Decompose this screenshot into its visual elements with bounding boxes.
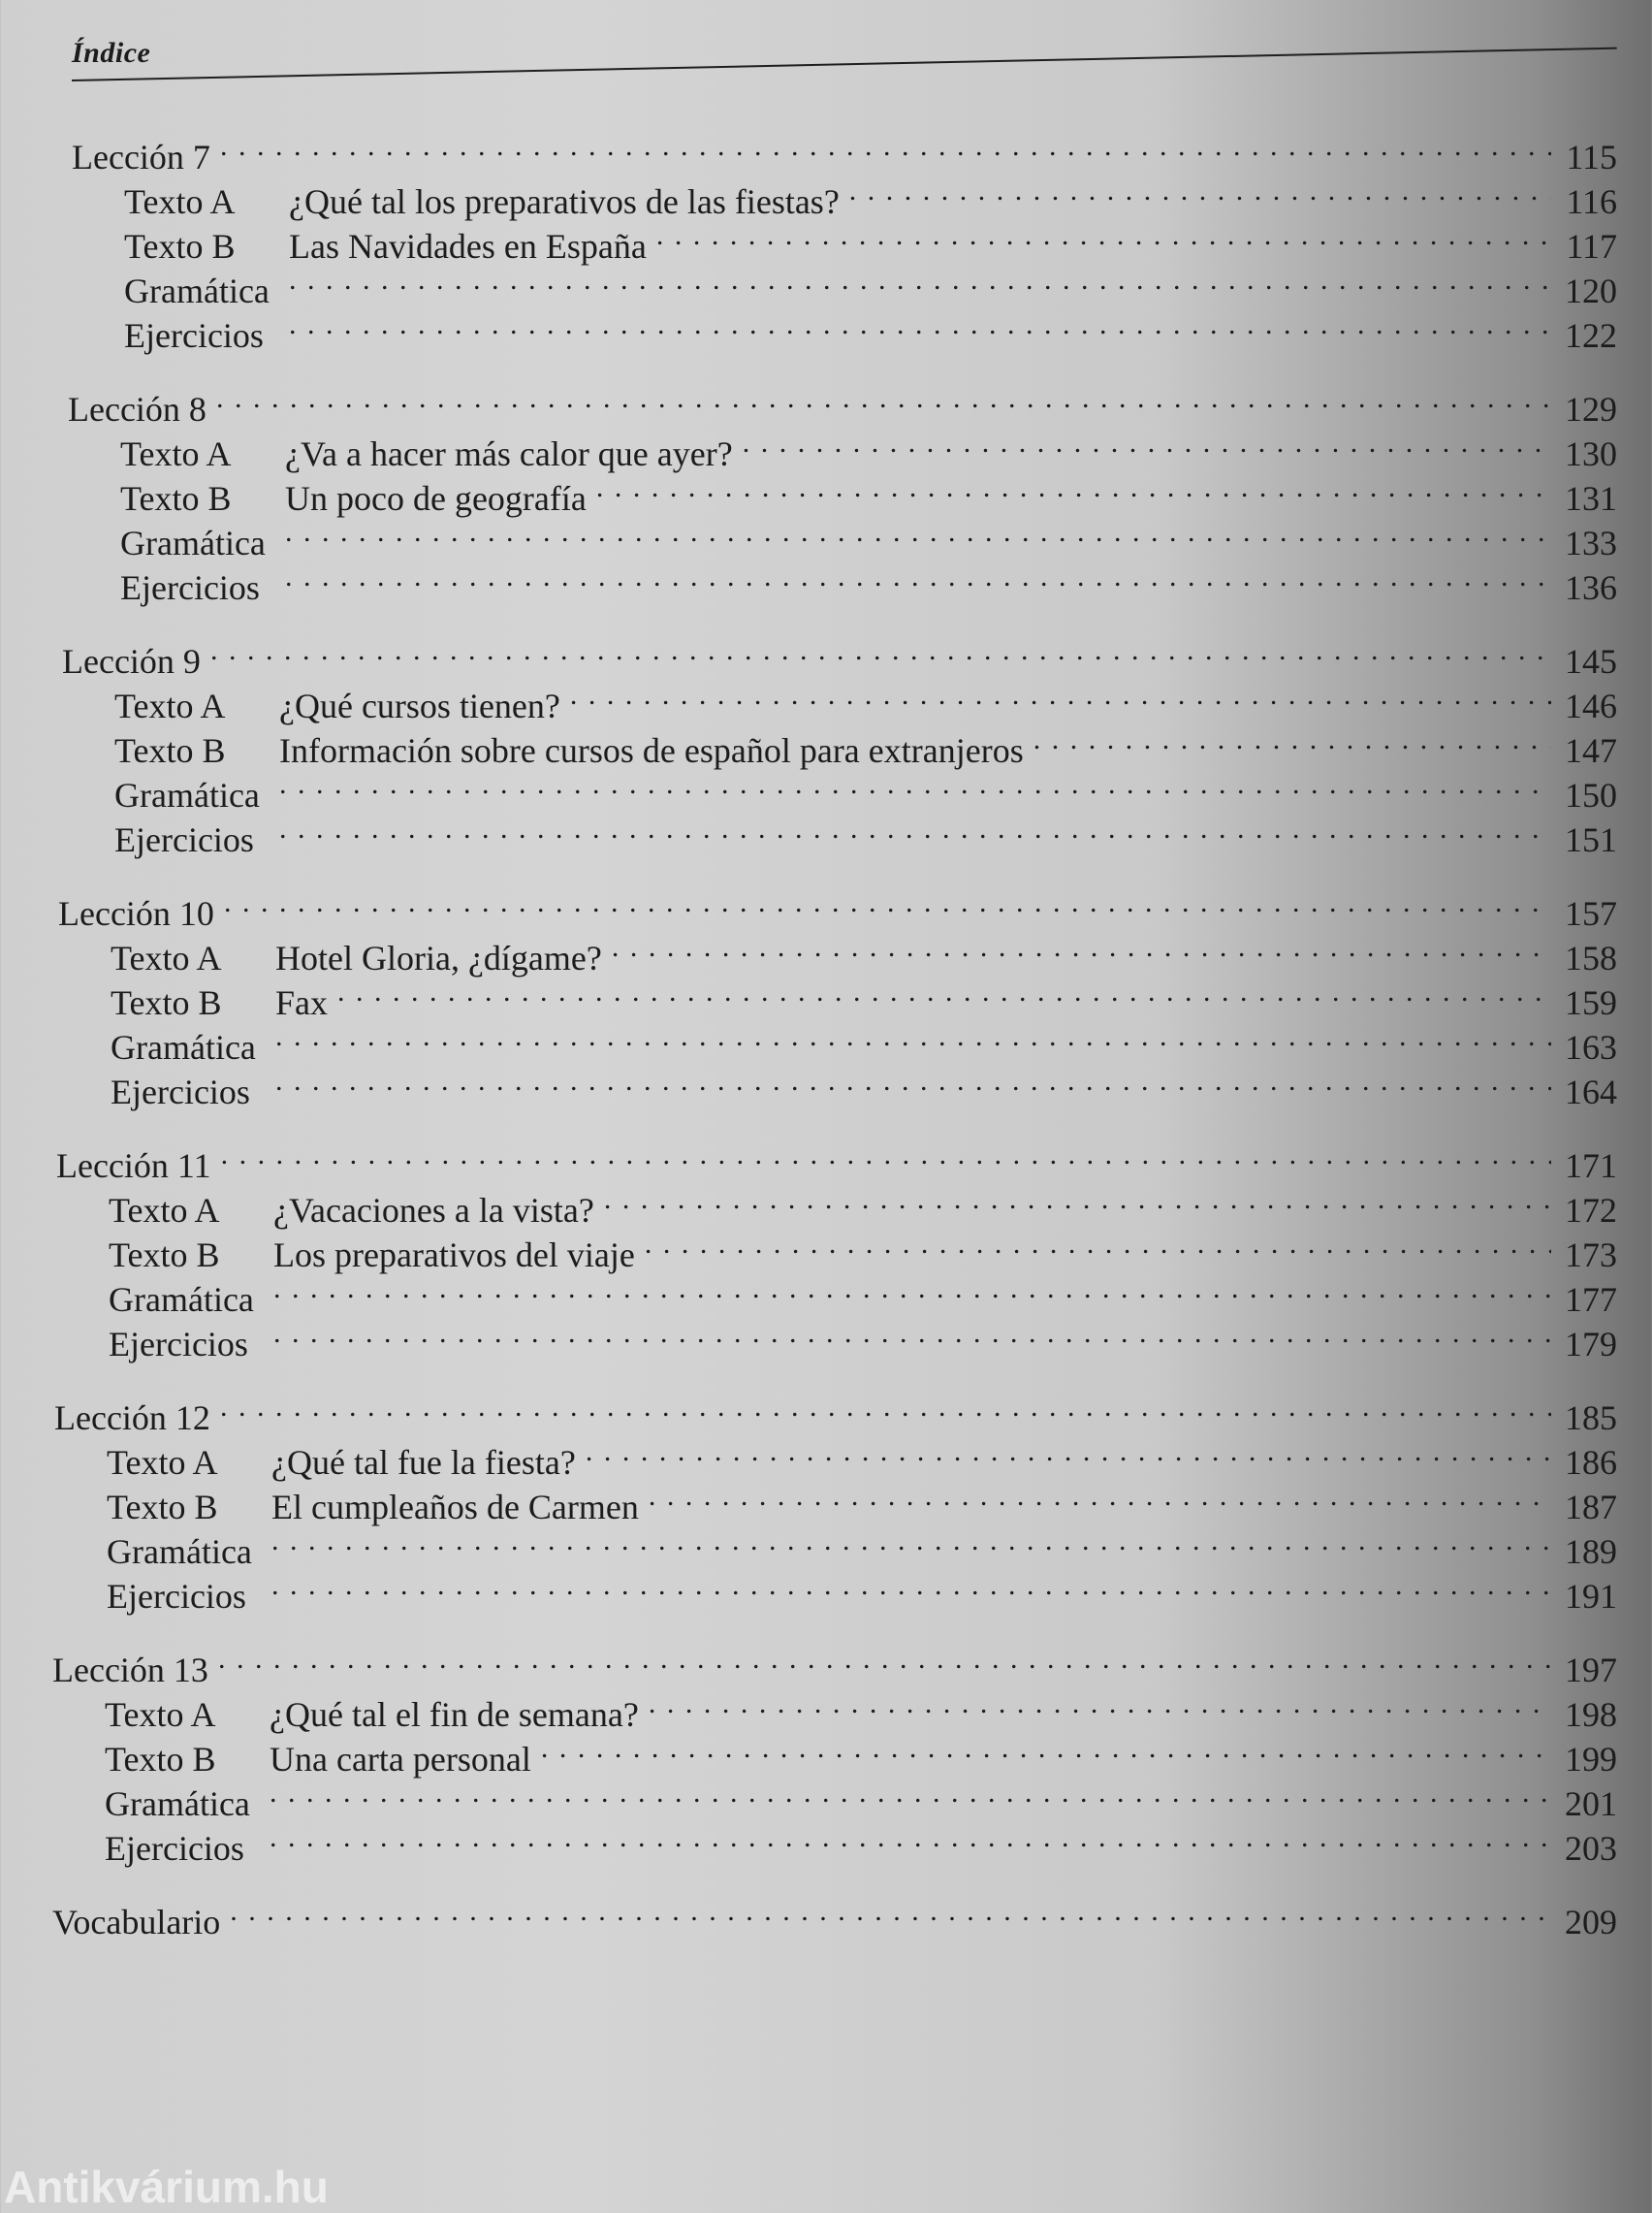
toc-lesson-section — [0, 628, 1652, 859]
toc-page-number: 136 — [1565, 568, 1617, 607]
toc-label: Lección 13 — [52, 1651, 208, 1689]
dot-leader — [224, 881, 1551, 925]
toc-title: El cumpleaños de Carmen — [271, 1488, 639, 1526]
dot-leader — [743, 421, 1551, 465]
toc-entry-row — [0, 555, 1652, 607]
toc-label: Texto B — [111, 983, 222, 1022]
dot-leader — [271, 1563, 1551, 1608]
watermark: Antikvárium.hu — [4, 2162, 329, 2212]
page-title: Índice — [72, 37, 151, 69]
toc-entry-row — [0, 169, 1652, 221]
toc-lesson-section — [0, 376, 1652, 607]
toc-label: Lección 11 — [56, 1146, 211, 1185]
toc-page-number: 131 — [1565, 479, 1617, 518]
toc-entry-row — [0, 807, 1652, 859]
toc-label: Vocabulario — [52, 1903, 221, 1941]
dot-leader — [645, 1222, 1551, 1267]
toc-title: Una carta personal — [270, 1740, 531, 1779]
toc-label: Texto B — [107, 1488, 218, 1526]
dot-leader — [649, 1682, 1551, 1726]
table-of-contents — [0, 124, 1652, 1941]
toc-page-number: 191 — [1565, 1577, 1617, 1616]
toc-title: Las Navidades en España — [289, 227, 647, 266]
toc-label: Ejercicios — [107, 1577, 246, 1616]
toc-vocabulary-row — [0, 1889, 1652, 1941]
dot-leader — [596, 465, 1551, 510]
dot-leader — [541, 1726, 1551, 1771]
dot-leader — [220, 1385, 1551, 1429]
toc-page-number: 197 — [1565, 1651, 1617, 1689]
toc-page-number: 185 — [1565, 1398, 1617, 1437]
toc-title: Hotel Gloria, ¿dígame? — [275, 939, 602, 978]
toc-label: Texto A — [111, 939, 222, 978]
dot-leader — [649, 1474, 1551, 1519]
toc-entry-row — [0, 258, 1652, 310]
toc-label: Texto B — [120, 479, 232, 518]
dot-leader — [1033, 718, 1551, 762]
toc-lesson-row — [0, 1385, 1652, 1437]
toc-lesson-row — [0, 1133, 1652, 1185]
toc-title: Un poco de geografía — [285, 479, 587, 518]
toc-entry-row — [0, 421, 1652, 473]
dot-leader — [285, 510, 1551, 555]
toc-label: Lección 7 — [72, 138, 210, 176]
toc-label: Texto B — [105, 1740, 216, 1779]
dot-leader — [604, 1177, 1551, 1222]
toc-label: Gramática — [120, 524, 266, 562]
toc-entry-row — [0, 1311, 1652, 1363]
toc-label: Gramática — [114, 776, 260, 815]
toc-label: Texto B — [124, 227, 236, 266]
toc-entry-row — [0, 1014, 1652, 1067]
toc-title: Fax — [275, 983, 328, 1022]
toc-label: Lección 9 — [62, 642, 201, 681]
toc-entry-row — [0, 1177, 1652, 1230]
toc-label: Lección 8 — [68, 390, 206, 429]
toc-page-number: 120 — [1565, 272, 1617, 310]
dot-leader — [570, 673, 1551, 718]
toc-page-number: 177 — [1565, 1280, 1617, 1319]
toc-label: Lección 10 — [58, 894, 214, 933]
toc-title: ¿Qué cursos tienen? — [279, 687, 560, 725]
toc-lesson-row — [0, 124, 1652, 176]
toc-lesson-row — [0, 1637, 1652, 1689]
toc-entry-row — [0, 1563, 1652, 1616]
dot-leader — [849, 169, 1551, 213]
toc-label: Texto B — [114, 731, 226, 770]
dot-leader — [273, 1267, 1551, 1311]
dot-leader — [221, 1133, 1551, 1177]
toc-title: ¿Va a hacer más calor que ayer? — [285, 434, 733, 473]
toc-title: Información sobre cursos de español para extranjeros — [279, 731, 1024, 770]
toc-entry-row — [0, 1519, 1652, 1571]
toc-page-number: 147 — [1565, 731, 1617, 770]
toc-entry-row — [0, 925, 1652, 978]
toc-page-number: 171 — [1565, 1146, 1617, 1185]
toc-page-number: 203 — [1565, 1829, 1617, 1868]
toc-label: Ejercicios — [111, 1073, 250, 1111]
toc-page-number: 164 — [1565, 1073, 1617, 1111]
toc-lesson-row — [0, 376, 1652, 429]
dot-leader — [289, 303, 1551, 347]
dot-leader — [275, 1014, 1551, 1059]
toc-label: Ejercicios — [105, 1829, 244, 1868]
toc-page-number: 179 — [1565, 1325, 1617, 1363]
toc-title: ¿Qué tal el fin de semana? — [270, 1695, 639, 1734]
toc-page-number: 157 — [1565, 894, 1617, 933]
toc-lesson-section — [0, 1637, 1652, 1868]
toc-label: Ejercicios — [124, 316, 264, 355]
dot-leader — [285, 555, 1551, 599]
dot-leader — [270, 1771, 1551, 1815]
toc-title: ¿Qué tal los preparativos de las fiestas? — [289, 182, 840, 221]
toc-entry-row — [0, 1429, 1652, 1482]
toc-lesson-section — [0, 124, 1652, 355]
toc-label: Texto A — [124, 182, 236, 221]
toc-entry-row — [0, 762, 1652, 815]
toc-label: Texto B — [109, 1235, 220, 1274]
toc-label: Texto A — [105, 1695, 216, 1734]
dot-leader — [279, 762, 1551, 807]
toc-page-number: 146 — [1565, 687, 1617, 725]
toc-label: Gramática — [107, 1532, 252, 1571]
toc-lesson-row — [0, 628, 1652, 681]
toc-entry-row — [0, 510, 1652, 562]
toc-page-number: 159 — [1565, 983, 1617, 1022]
toc-entry-row — [0, 673, 1652, 725]
toc-entry-row — [0, 718, 1652, 770]
toc-title: ¿Qué tal fue la fiesta? — [271, 1443, 576, 1482]
toc-page-number: 117 — [1566, 227, 1617, 266]
toc-page-number: 122 — [1565, 316, 1617, 355]
dot-leader — [220, 124, 1551, 169]
dot-leader — [210, 628, 1551, 673]
dot-leader — [289, 258, 1551, 303]
toc-label: Ejercicios — [109, 1325, 248, 1363]
page-header — [72, 37, 1617, 70]
toc-page-number: 172 — [1565, 1191, 1617, 1230]
toc-page-number: 201 — [1565, 1784, 1617, 1823]
toc-page-number: 199 — [1565, 1740, 1617, 1779]
dot-leader — [656, 213, 1551, 258]
toc-entry-row — [0, 465, 1652, 518]
toc-entry-row — [0, 970, 1652, 1022]
toc-entry-row — [0, 1815, 1652, 1868]
dot-leader — [270, 1815, 1551, 1860]
toc-entry-row — [0, 1474, 1652, 1526]
toc-page-number: 158 — [1565, 939, 1617, 978]
toc-label: Texto A — [114, 687, 226, 725]
toc-page-number: 115 — [1566, 138, 1617, 176]
toc-label: Ejercicios — [120, 568, 260, 607]
dot-leader — [612, 925, 1551, 970]
toc-page-number: 198 — [1565, 1695, 1617, 1734]
toc-page-number: 129 — [1565, 390, 1617, 429]
dot-leader — [273, 1311, 1551, 1356]
toc-label: Gramática — [111, 1028, 256, 1067]
dot-leader — [586, 1429, 1551, 1474]
toc-page-number: 133 — [1565, 524, 1617, 562]
toc-label: Ejercicios — [114, 820, 254, 859]
toc-label: Gramática — [105, 1784, 250, 1823]
toc-entry-row — [0, 1682, 1652, 1734]
dot-leader — [230, 1889, 1551, 1934]
dot-leader — [271, 1519, 1551, 1563]
toc-label: Gramática — [109, 1280, 254, 1319]
toc-label: Texto A — [120, 434, 232, 473]
toc-page-number: 130 — [1565, 434, 1617, 473]
toc-lesson-section — [0, 1385, 1652, 1616]
toc-page-number: 189 — [1565, 1532, 1617, 1571]
toc-title: Los preparativos del viaje — [273, 1235, 635, 1274]
toc-entry-row — [0, 1726, 1652, 1779]
dot-leader — [279, 807, 1551, 851]
dot-leader — [216, 376, 1551, 421]
toc-page-number: 187 — [1565, 1488, 1617, 1526]
toc-page-number: 150 — [1565, 776, 1617, 815]
toc-entry-row — [0, 303, 1652, 355]
dot-leader — [337, 970, 1551, 1014]
toc-page-number: 186 — [1565, 1443, 1617, 1482]
toc-page-number: 116 — [1566, 182, 1617, 221]
toc-page-number: 163 — [1565, 1028, 1617, 1067]
toc-lesson-section — [0, 881, 1652, 1111]
toc-lesson-section — [0, 1133, 1652, 1363]
toc-page-number: 209 — [1565, 1903, 1617, 1941]
toc-label: Texto A — [109, 1191, 220, 1230]
toc-title: ¿Vacaciones a la vista? — [273, 1191, 594, 1230]
toc-entry-row — [0, 1267, 1652, 1319]
toc-page-number: 151 — [1565, 820, 1617, 859]
toc-entry-row — [0, 213, 1652, 266]
dot-leader — [218, 1637, 1551, 1682]
toc-label: Lección 12 — [54, 1398, 210, 1437]
dot-leader — [275, 1059, 1551, 1104]
toc-entry-row — [0, 1059, 1652, 1111]
toc-lesson-row — [0, 881, 1652, 933]
toc-label: Texto A — [107, 1443, 218, 1482]
toc-entry-row — [0, 1222, 1652, 1274]
toc-label: Gramática — [124, 272, 270, 310]
toc-page-number: 145 — [1565, 642, 1617, 681]
toc-page-number: 173 — [1565, 1235, 1617, 1274]
toc-entry-row — [0, 1771, 1652, 1823]
